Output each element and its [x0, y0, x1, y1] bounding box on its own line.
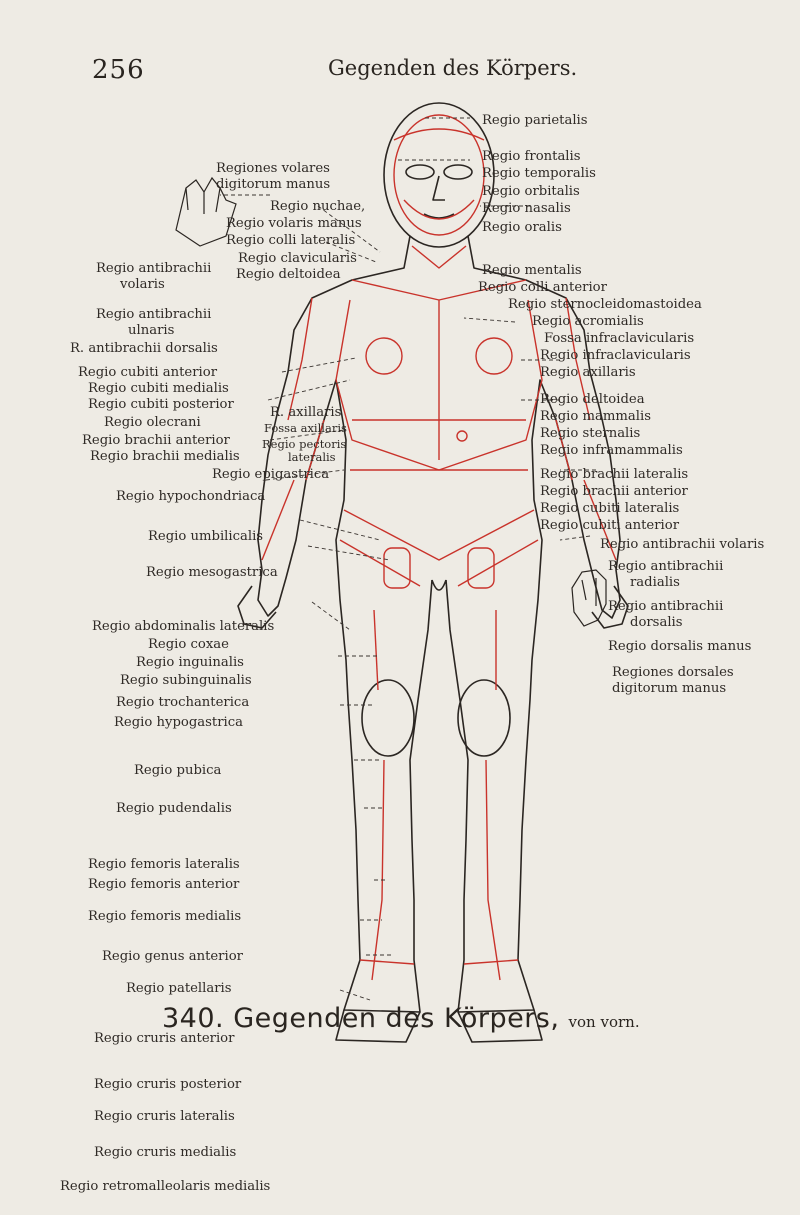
label-frontalis: Regio frontalis	[482, 149, 581, 164]
label-acromialis: Regio acromialis	[532, 314, 644, 329]
label-regiones-dorsales-digitorum-2: digitorum manus	[612, 681, 727, 696]
label-parietalis: Regio parietalis	[482, 113, 588, 128]
label-mammalis: Regio mammalis	[540, 409, 651, 424]
label-clavicularis: Regio clavicularis	[238, 251, 357, 266]
running-head: Gegenden des Körpers.	[328, 56, 578, 80]
label-retromalleolaris: Regio retromalleolaris medialis	[60, 1179, 271, 1194]
label-antibrachii-volaris-left-1: Regio antibrachii	[96, 261, 212, 276]
label-brachii-anterior-right: Regio brachii anterior	[540, 484, 688, 499]
label-antibrachii-volaris-left-2: volaris	[120, 277, 165, 292]
label-antibrachii-ulnaris-2: ulnaris	[128, 323, 175, 338]
label-antibrachii-dorsalis-2: dorsalis	[630, 615, 683, 630]
label-volaris-manus: Regio volaris manus	[226, 216, 362, 231]
label-genus-anterior: Regio genus anterior	[102, 949, 243, 964]
label-sternocleidomastoidea: Regio sternocleidomastoidea	[508, 297, 702, 312]
hand-inset-right	[572, 570, 606, 626]
label-cubiti-medialis: Regio cubiti medialis	[88, 381, 229, 396]
caption-title: Gegenden des Körpers,	[233, 1003, 560, 1034]
label-inframammalis: Regio inframammalis	[540, 443, 683, 458]
label-nasalis: Regio nasalis	[482, 201, 571, 216]
label-antibrachii-ulnaris-1: Regio antibrachii	[96, 307, 212, 322]
label-fossa-axillaris: Fossa axillaris	[264, 421, 347, 435]
label-pectoris-lateralis-2: lateralis	[288, 450, 336, 464]
label-dorsalis-manus: Regio dorsalis manus	[608, 639, 752, 654]
label-brachii-lateralis: Regio brachii lateralis	[540, 467, 689, 482]
label-r-axillaris: R. axillaris	[270, 405, 342, 420]
label-cubiti-anterior-left: Regio cubiti anterior	[78, 365, 217, 380]
caption-suffix: von vorn.	[568, 1013, 640, 1031]
label-pubica: Regio pubica	[134, 763, 222, 778]
label-mentalis: Regio mentalis	[482, 263, 582, 278]
label-cubiti-posterior: Regio cubiti posterior	[88, 397, 234, 412]
label-pudendalis: Regio pudendalis	[116, 801, 232, 816]
label-regiones-dorsales-digitorum-1: Regiones dorsales	[612, 665, 734, 680]
label-femoris-medialis: Regio femoris medialis	[88, 909, 242, 924]
label-cruris-posterior: Regio cruris posterior	[94, 1077, 242, 1092]
label-cubiti-anterior-right: Regio cubiti anterior	[540, 518, 679, 533]
label-epigastrica: Regio epigastrica	[212, 467, 330, 482]
label-olecrani: Regio olecrani	[104, 415, 201, 430]
label-oralis: Regio oralis	[482, 220, 562, 235]
label-sternalis: Regio sternalis	[540, 426, 641, 441]
label-infraclavicularis: Regio infraclavicularis	[540, 348, 691, 363]
label-colli-lateralis: Regio colli lateralis	[226, 233, 356, 248]
label-inguinalis: Regio inguinalis	[136, 655, 244, 670]
label-axillaris: Regio axillaris	[540, 365, 636, 380]
label-coxae: Regio coxae	[148, 637, 229, 652]
label-antibrachii-radialis-1: Regio antibrachii	[608, 559, 724, 574]
label-subinguinalis: Regio subinguinalis	[120, 673, 252, 688]
label-abdominalis-lateralis: Regio abdominalis lateralis	[92, 619, 275, 634]
label-deltoidea-right: Regio deltoidea	[540, 392, 645, 407]
label-brachii-anterior-left: Regio brachii anterior	[82, 433, 230, 448]
label-nuchae: Regio nuchae,	[270, 199, 366, 214]
label-antibrachii-volaris-right: Regio antibrachii volaris	[600, 537, 765, 552]
label-cruris-lateralis: Regio cruris lateralis	[94, 1109, 235, 1124]
label-antibrachii-dorsalis-1: Regio antibrachii	[608, 599, 724, 614]
label-colli-anterior: Regio colli anterior	[478, 280, 607, 295]
label-hypochondriaca: Regio hypochondriaca	[116, 489, 266, 504]
label-deltoidea-left: Regio deltoidea	[236, 267, 341, 282]
page-number: 256	[92, 55, 145, 85]
label-femoris-lateralis: Regio femoris lateralis	[88, 857, 240, 872]
label-cruris-medialis: Regio cruris medialis	[94, 1145, 237, 1160]
label-brachii-medialis: Regio brachii medialis	[90, 449, 240, 464]
label-regiones-volares-2: digitorum manus	[216, 177, 331, 192]
label-temporalis: Regio temporalis	[482, 166, 596, 181]
label-hypogastrica: Regio hypogastrica	[114, 715, 243, 730]
label-umbilicalis: Regio umbilicalis	[148, 529, 264, 544]
label-regiones-volares-1: Regiones volares	[216, 161, 330, 176]
label-trochanterica: Regio trochanterica	[116, 695, 250, 710]
label-mesogastrica: Regio mesogastrica	[146, 565, 278, 580]
caption-number: 340.	[162, 1003, 225, 1034]
label-femoris-anterior: Regio femoris anterior	[88, 877, 240, 892]
figure-caption	[162, 1003, 640, 1034]
label-antibrachii-radialis-2: radialis	[630, 575, 680, 590]
label-fossa-infraclavicularis: Fossa infraclavicularis	[544, 331, 695, 346]
label-pectoris-lateralis-1: Regio pectoris	[262, 437, 347, 451]
label-cruris-anterior: Regio cruris anterior	[94, 1031, 235, 1046]
label-r-antibrachii-dorsalis: R. antibrachii dorsalis	[70, 341, 218, 356]
label-cubiti-lateralis: Regio cubiti lateralis	[540, 501, 680, 516]
label-orbitalis: Regio orbitalis	[482, 184, 580, 199]
label-patellaris: Regio patellaris	[126, 981, 232, 996]
